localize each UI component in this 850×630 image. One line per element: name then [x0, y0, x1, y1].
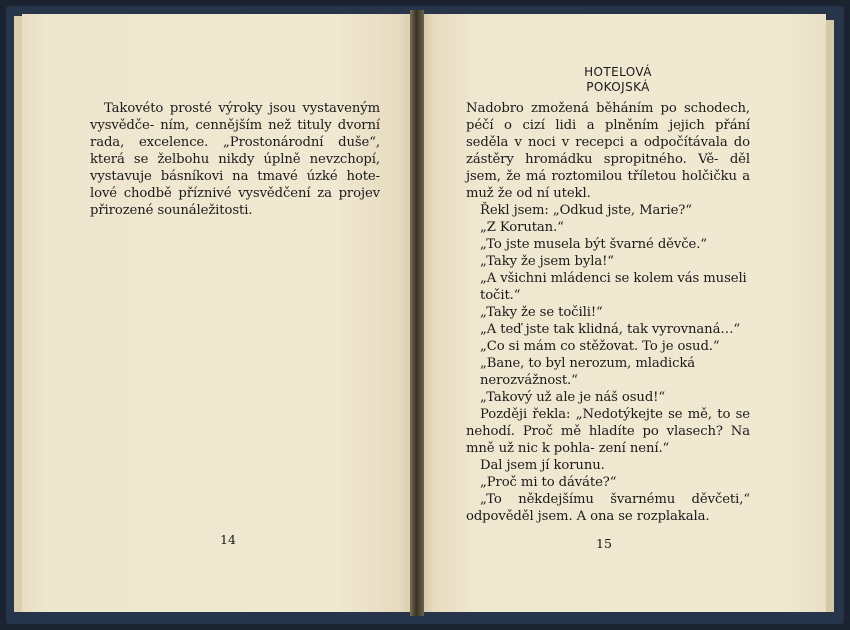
left-page — [22, 14, 414, 612]
ending-paragraph: „To někdejšímu švarnému děvčeti,“ odpověděl jsem. A ona se rozplakala. — [466, 492, 750, 524]
dialogue-line: „A všichni mládenci se kolem vás museli točit.“ — [480, 271, 747, 303]
coin-line: Dal jsem jí korunu. — [480, 458, 605, 473]
right-page-number: 15 — [596, 536, 612, 551]
book-gutter — [410, 10, 424, 616]
dialogue-line: „To jste musela být švarné děvče.“ — [480, 237, 707, 252]
intro-paragraph: Nadobro zmožená běháním po schodech, péčí o cizí lidi a plněním jejich přání seděla v noci v recepci a odpočítávala do zástěry hromádku spropitného. Vě- děl jsem, že má roztomilou tříletou holčičku a muž že od ní utekl. — [466, 101, 750, 201]
dialogue-line: „Taky že jsem byla!“ — [480, 254, 614, 269]
left-page-number: 14 — [220, 532, 236, 547]
later-paragraph: Později řekla: „Nedotýkejte se mě, to se nehodí. Proč mě hladíte po vlasech? Na mně už nic k pohla- zení není.“ — [466, 407, 750, 456]
left-paragraph: Takovéto prosté výroky jsou vystaveným vysvědče- ním, cennějším než tituly dvorní rada, excelence. „Prostonárodní duše“, která se želbohu nikdy úplně nevzchopí, vystavuje básníkovi na tmavé úzké hote- lové chodbě příznivé vysvědčení za projev přirozené sounáležitosti. — [90, 101, 380, 218]
question-line: „Proč mi to dáváte?“ — [480, 475, 617, 490]
left-page-text — [90, 100, 380, 219]
dialogue-line: „Taky že se točili!“ — [480, 305, 603, 320]
dialogue-line: „Co si mám co stěžovat. To je osud.“ — [480, 339, 720, 354]
dialogue-line: „Bane, to byl nerozum, mladická nerozvážnost.“ — [480, 356, 696, 388]
dialogue-line: „Takový už ale je náš osud!“ — [480, 390, 666, 405]
right-page — [418, 14, 826, 612]
chapter-title-line-2: POKOJSKÁ — [586, 80, 650, 94]
dialogue-line: „Z Korutan.“ — [480, 220, 564, 235]
chapter-title-line-1: HOTELOVÁ — [584, 65, 652, 79]
dialogue-line: Řekl jsem: „Odkud jste, Marie?“ — [480, 203, 692, 218]
right-page-text — [466, 100, 750, 525]
dialogue-line: „A teď jste tak klidná, tak vyrovnaná…“ — [480, 322, 741, 337]
